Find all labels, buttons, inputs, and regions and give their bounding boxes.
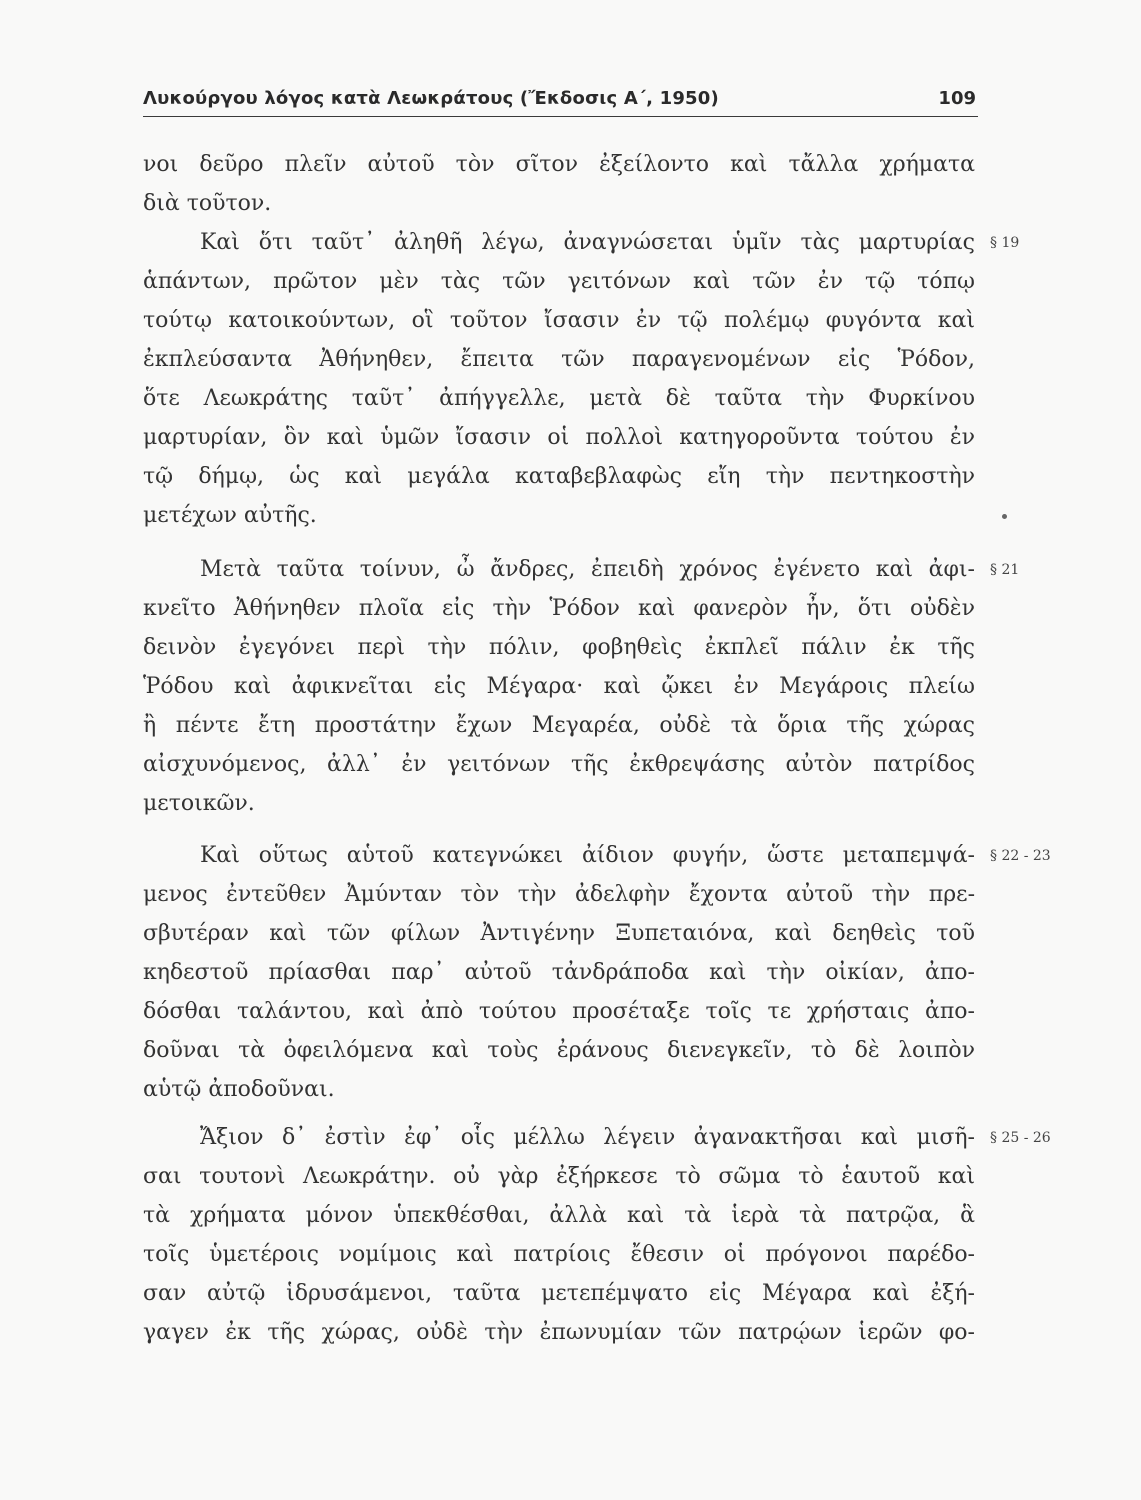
margin-mark [1002, 514, 1007, 519]
text-line: ὅτε Λεωκράτης ταῦτ᾽ ἀπήγγελλε, μετὰ δὲ ταῦτα τὴν Φυρκίνου [143, 386, 975, 411]
text-line: αὑτῷ ἀποδοῦναι. [143, 1077, 335, 1102]
running-header [143, 84, 978, 117]
section-reference: § 21 [990, 562, 1020, 578]
text-line: μετοικῶν. [143, 791, 255, 816]
section-reference: § 19 [990, 235, 1020, 251]
text-line: ἢ πέντε ἔτη προστάτην ἔχων Μεγαρέα, οὐδὲ τὰ ὅρια τῆς χώρας [143, 713, 975, 738]
paragraph-first-line: Μετὰ ταῦτα τοίνυν, ὦ ἄνδρες, ἐπειδὴ χρόνος ἐγένετο καὶ ἀφι- [200, 557, 975, 582]
text-line: μετέχων αὐτῆς. [143, 503, 317, 528]
text-line: διὰ τοῦτον. [143, 191, 272, 216]
text-line: Ῥόδου καὶ ἀφικνεῖται εἰς Μέγαρα· καὶ ᾤκει ἐν Μεγάροις πλείω [143, 674, 975, 699]
text-line: ἁπάντων, πρῶτον μὲν τὰς τῶν γειτόνων καὶ τῶν ἐν τῷ τόπῳ [143, 269, 975, 294]
section-reference: § 25 - 26 [990, 1130, 1051, 1146]
text-line: τῷ δήμῳ, ὡς καὶ μεγάλα καταβεβλαφὼς εἴη τὴν πεντηκοστὴν [143, 464, 975, 489]
text-line: αἰσχυνόμενος, ἀλλ᾽ ἐν γειτόνων τῆς ἐκθρεψάσης αὐτὸν πατρίδος [143, 752, 975, 777]
text-line: δοῦναι τὰ ὀφειλόμενα καὶ τοὺς ἐράνους διενεγκεῖν, τὸ δὲ λοιπὸν [143, 1038, 975, 1063]
text-line: σβυτέραν καὶ τῶν φίλων Ἀντιγένην Ξυπεταιόνα, καὶ δεηθεὶς τοῦ [143, 921, 975, 946]
text-line: τούτῳ κατοικούντων, οἳ τοῦτον ἴσασιν ἐν τῷ πολέμῳ φυγόντα καὶ [143, 308, 975, 333]
text-line: κηδεστοῦ πρίασθαι παρ᾽ αὐτοῦ τἀνδράποδα καὶ τὴν οἰκίαν, ἀπο- [143, 960, 975, 985]
text-line: δεινὸν ἐγεγόνει περὶ τὴν πόλιν, φοβηθεὶς ἐκπλεῖ πάλιν ἐκ τῆς [143, 635, 975, 660]
text-line: ἐκπλεύσαντα Ἀθήνηθεν, ἔπειτα τῶν παραγενομένων εἰς Ῥόδον, [143, 347, 975, 372]
text-line: κνεῖτο Ἀθήνηθεν πλοῖα εἰς τὴν Ῥόδον καὶ φανερὸν ἦν, ὅτι οὐδὲν [143, 596, 975, 621]
text-line: νοι δεῦρο πλεῖν αὐτοῦ τὸν σῖτον ἐξείλοντο καὶ τἄλλα χρήματα [143, 152, 975, 177]
text-line: γαγεν ἐκ τῆς χώρας, οὐδὲ τὴν ἐπωνυμίαν τῶν πατρῴων ἱερῶν φο- [143, 1320, 975, 1345]
text-line: τὰ χρήματα μόνον ὑπεκθέσθαι, ἀλλὰ καὶ τὰ ἱερὰ τὰ πατρῷα, ἃ [143, 1203, 975, 1228]
text-line: σαν αὐτῷ ἱδρυσάμενοι, ταῦτα μετεπέμψατο εἰς Μέγαρα καὶ ἐξή- [143, 1281, 975, 1306]
text-line: τοῖς ὑμετέροις νομίμοις καὶ πατρίοις ἔθεσιν οἱ πρόγονοι παρέδο- [143, 1242, 975, 1267]
text-line: μενος ἐντεῦθεν Ἀμύνταν τὸν τὴν ἀδελφὴν ἔχοντα αὐτοῦ τὴν πρε- [143, 882, 975, 907]
text-line: σαι τουτονὶ Λεωκράτην. οὐ γὰρ ἐξήρκεσε τὸ σῶμα τὸ ἑαυτοῦ καὶ [143, 1164, 975, 1189]
text-line: δόσθαι ταλάντου, καὶ ἀπὸ τούτου προσέταξε τοῖς τε χρήσταις ἀπο- [143, 999, 975, 1024]
text-line: μαρτυρίαν, ὃν καὶ ὑμῶν ἴσασιν οἱ πολλοὶ κατηγοροῦντα τούτου ἐν [143, 425, 975, 450]
running-header-title: Λυκούργου λόγος κατὰ Λεωκράτους (Ἔκδοσις Α΄, 1950) [143, 88, 719, 109]
page-number: 109 [938, 88, 976, 109]
section-reference: § 22 - 23 [990, 848, 1051, 864]
paragraph-first-line: Ἄξιον δ᾽ ἐστὶν ἐφ᾽ οἷς μέλλω λέγειν ἀγανακτῆσαι καὶ μισῆ- [200, 1125, 975, 1150]
paragraph-first-line: Καὶ οὕτως αὑτοῦ κατεγνώκει ἀίδιον φυγήν, ὥστε μεταπεμψά- [200, 843, 975, 868]
paragraph-first-line: Καὶ ὅτι ταῦτ᾽ ἀληθῆ λέγω, ἀναγνώσεται ὑμῖν τὰς μαρτυρίας [200, 230, 975, 255]
